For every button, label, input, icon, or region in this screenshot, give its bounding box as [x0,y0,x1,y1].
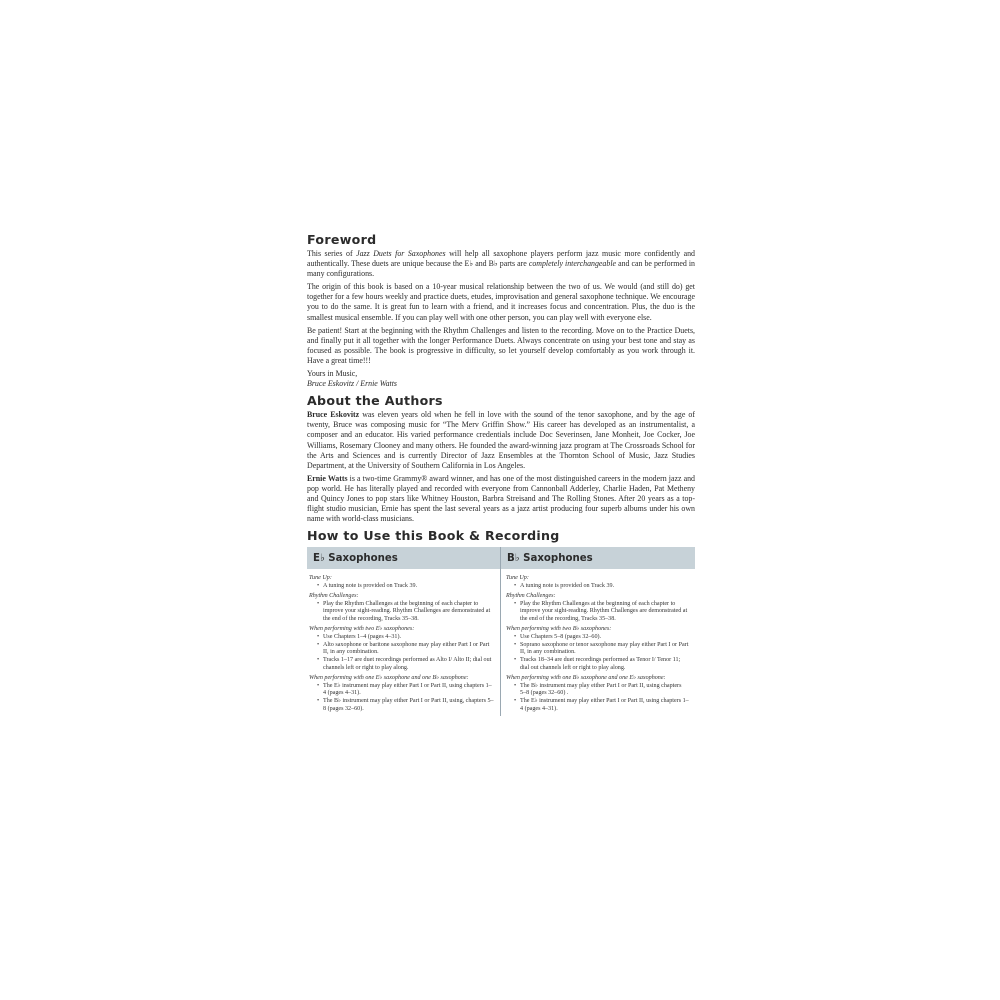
list-item: • Use Chapters 1–4 (pages 4–31). [317,634,494,642]
eb-two-saxophones [309,626,494,673]
eb-mixed-saxophones [309,675,494,714]
closing-line: Yours in Music, [307,369,358,379]
document-page [307,232,695,716]
list-item: • Use Chapters 5–8 (pages 32–60). [514,634,689,642]
bb-column-title: B♭ Saxophones [501,547,695,569]
list-item: • Play the Rhythm Challenges at the beginning of each chapter to improve your sight-reading. Rhythm Challenges are demonstrated at the end of the recording, Tracks 35–38. [317,601,494,624]
bb-mixed-saxophones [506,675,689,714]
eb-tune-up [309,575,494,591]
section-subheading: Rhythm Challenges: [309,592,359,599]
list-item: • The E♭ instrument may play either Part I or Part II, using chapters 1–4 (pages 4–31). [514,698,689,714]
bb-two-saxophones [506,626,689,673]
eb-rhythm-challenges [309,593,494,624]
ernie-name: Ernie Watts [307,473,348,483]
ernie-bio: Ernie Watts is a two-time Grammy® award winner, and has one of the most distinguished careers in the modern jazz and pop world. He has literally played and recorded with everyone from Cannonball Adderley, Charlie Haden, Pat Metheny and Quincy Jones to pop stars like Whitney Houston, Barbra Streisand and The Rolling Stones. After 20 years as a top-flight studio musician, Ernie has spent the last several years as a jazz artist producing four superb albums under his own name with world-class musicians. [307,473,695,524]
list-item: • Soprano saxophone or tenor saxophone may play either Part I or Part II, in any combination. [514,642,689,658]
eb-column-title: E♭ Saxophones [307,547,500,569]
list-item: • A tuning note is provided on Track 39. [514,583,689,591]
bb-column [501,547,695,716]
bb-rhythm-challenges [506,593,689,624]
bb-tune-up [506,575,689,591]
foreword-paragraph-1: This series of Jazz Duets for Saxophones will help all saxophone players perform jazz music more confidently and authentically. These duets are unique because the E♭ and B♭ parts are completely interchangeable and can be performed in many configurations. [307,249,695,279]
eb-column [307,547,501,716]
howto-section [307,528,695,716]
section-subheading: Tune Up: [309,575,332,582]
bruce-name: Bruce Eskovitz [307,410,360,420]
foreword-heading: Foreword [307,232,377,247]
authors-section [307,393,695,524]
list-item: • Tracks 18–34 are duet recordings performed as Tenor I/ Tenor 11; dial out channels left or right to play along. [514,657,689,673]
list-item: • Alto saxophone or baritone saxophone may play either Part I or Part II, in any combination. [317,642,494,658]
list-item: • The B♭ instrument may play either Part I or Part II, using chapters 5–8 (pages 32–60) . [514,683,689,699]
book-title: Jazz Duets for Saxophones [356,249,446,258]
signature-line: Bruce Eskovitz / Ernie Watts [307,379,397,389]
foreword-paragraph-2: The origin of this book is based on a 10-year musical relationship between the two of us. We would (and still do) get together for a few hours weekly and practice duets, etudes, improvisation and general saxophone technique. We encourage you to do the same. It is great fun to learn with a friend, and it increases focus and concentration. Plus, the duo is the smallest musical ensemble. If you can play well with one other person, you can play well with everyone else. [307,282,695,322]
section-subheading: When performing with two B♭ saxophones: [506,626,612,633]
section-subheading: Rhythm Challenges: [506,592,556,599]
section-subheading: When performing with one B♭ saxophone and one E♭ saxophone: [506,674,666,681]
section-subheading: When performing with one E♭ saxophone and one B♭ saxophone: [309,674,469,681]
foreword-paragraph-3: Be patient! Start at the beginning with the Rhythm Challenges and listen to the recording. Move on to the Practice Duets, and finally put it all together with the longer Performance Duets. Always concentrate on using your best tone and stay as focused as possible. The book is progressive in difficulty, so let yourself develop comfortably as you work through it. Have a great time!!! [307,325,695,365]
bruce-bio: Bruce Eskovitz was eleven years old when he fell in love with the sound of the tenor saxophone, and by the age of twenty, Bruce was composing music for “The Merv Griffin Show.” His career has developed as an instrumentalist, a composer and an educator. His varied performance credentials include Doc Severinsen, Jane Monheit, Joe Cocker, Joe Williams, Rosemary Clooney and many others. He founded the award-winning jazz program at The Crossroads School for the Arts and Sciences and is currently Director of Jazz Ensembles at the Thornton School of Music, Jazz Studies Department, at the University of Southern California in Los Angeles. [307,410,696,470]
saxophone-table [307,547,695,716]
list-item: • A tuning note is provided on Track 39. [317,583,494,591]
list-item: • The E♭ instrument may play either Part I or Part II, using chapters 1–4 (pages 4–31). [317,683,494,699]
list-item: • Tracks 1–17 are duet recordings performed as Alto I/ Alto II; dial out channels left or right to play along. [317,657,494,673]
list-item: • The B♭ instrument may play either Part I or Part II, using, chapters 5–8 (pages 32–60). [317,698,494,714]
list-item: • Play the Rhythm Challenges at the beginning of each chapter to improve your sight-reading. Rhythm Challenges are demonstrated at the end of the recording, Tracks 35–38. [514,601,689,624]
section-subheading: When performing with two E♭ saxophones: [309,626,415,633]
signature-block [307,369,695,389]
authors-heading: About the Authors [307,393,443,409]
section-subheading: Tune Up: [506,575,529,582]
emphasis-text: completely interchangeable [528,259,617,269]
howto-heading: How to Use this Book & Recording [307,528,560,544]
